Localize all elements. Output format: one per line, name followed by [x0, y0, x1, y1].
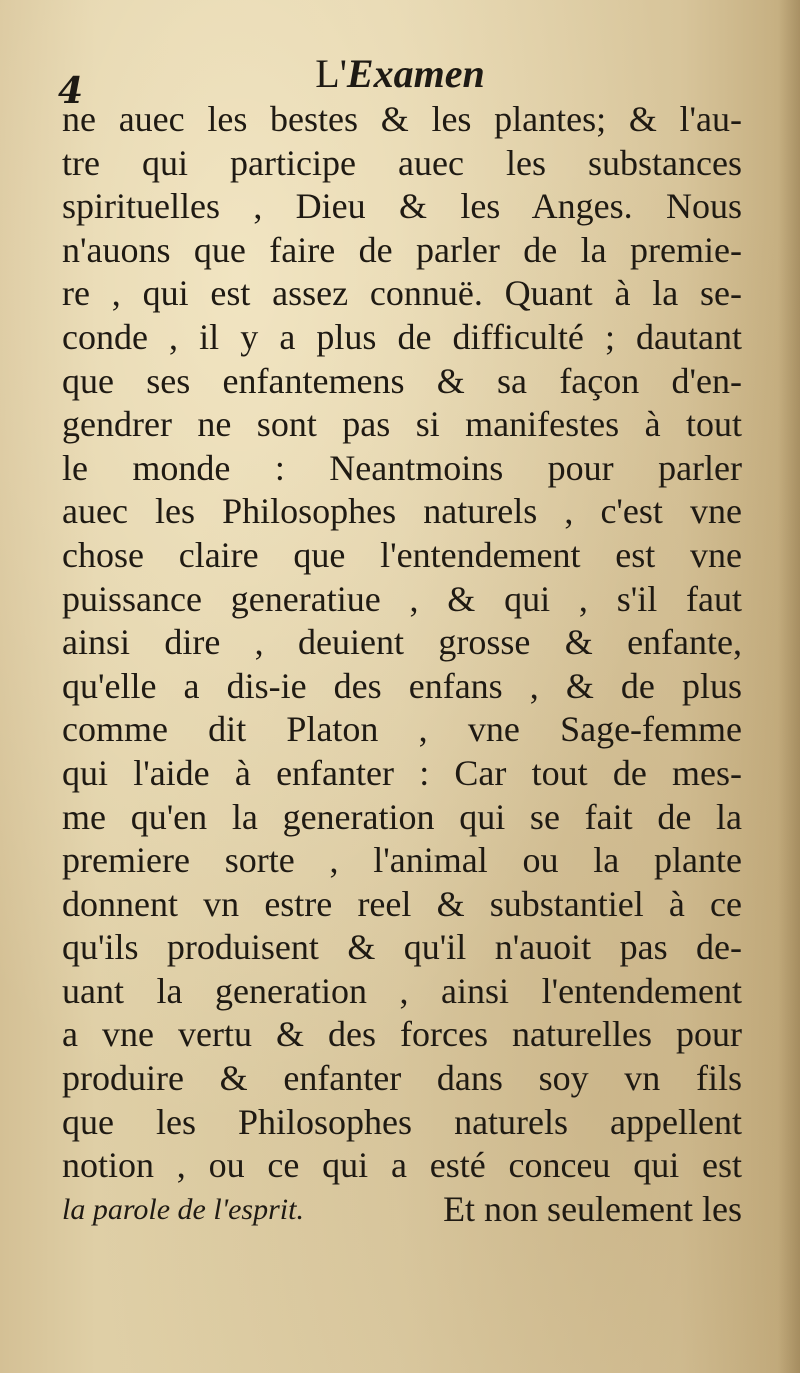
text-line: premiere sorte , l'animal ou la plante [62, 840, 742, 881]
text-line: me qu'en la generation qui se fait de la [62, 796, 742, 837]
text-line: ne auec les bestes & les plantes; & l'au- [62, 99, 742, 139]
text-line: spirituelles , Dieu & les Anges. Nous [62, 186, 742, 227]
page-number: 4 [58, 70, 84, 112]
text-line: qu'elle a dis-ie des enfans , & de plus [62, 665, 742, 706]
text-line: puissance generatiue , & qui , s'il faut [62, 578, 742, 619]
text-line: produire & enfanter dans soy vn fils [62, 1058, 742, 1099]
text-line: notion , ou ce qui a esté conceu qui est [62, 1145, 742, 1186]
text-line: que ses enfantemens & sa façon d'en- [62, 360, 742, 401]
closing-phrase: Et non seulement les [443, 1188, 742, 1229]
text-line: ainsi dire , deuient grosse & enfante, [62, 622, 742, 663]
running-title-prefix: L' [315, 51, 347, 96]
text-line: gendrer ne sont pas si manifestes à tout [62, 404, 742, 445]
text-line: conde , il y a plus de difficulté ; dautant [62, 316, 742, 357]
text-line: qui l'aide à enfanter : Car tout de mes- [62, 752, 742, 793]
text-line: chose claire que l'entendement est vne [62, 534, 742, 575]
body-text [62, 98, 742, 1231]
text-line: tre qui participe auec les substances [62, 142, 742, 183]
text-line: uant la generation , ainsi l'entendement [62, 970, 742, 1011]
italic-phrase: la parole de l'esprit. [62, 1192, 304, 1226]
text-line: a vne vertu & des forces naturelles pour [62, 1014, 742, 1055]
text-line: qu'ils produisent & qu'il n'auoit pas de- [62, 927, 742, 968]
text-line: le monde : Neantmoins pour parler [62, 447, 742, 488]
text-line: auec les Philosophes naturels , c'est vne [62, 491, 742, 532]
running-title [0, 50, 800, 97]
text-line: n'auons que faire de parler de la premie- [62, 229, 742, 270]
text-line: re , qui est assez connuë. Quant à la se- [62, 273, 742, 314]
text-line: que les Philosophes naturels appellent [62, 1101, 742, 1142]
running-title-italic: Examen [346, 51, 485, 96]
text-line-last [62, 1188, 742, 1232]
text-line: comme dit Platon , vne Sage-femme [62, 709, 742, 750]
text-line: donnent vn estre reel & substantiel à ce [62, 883, 742, 924]
